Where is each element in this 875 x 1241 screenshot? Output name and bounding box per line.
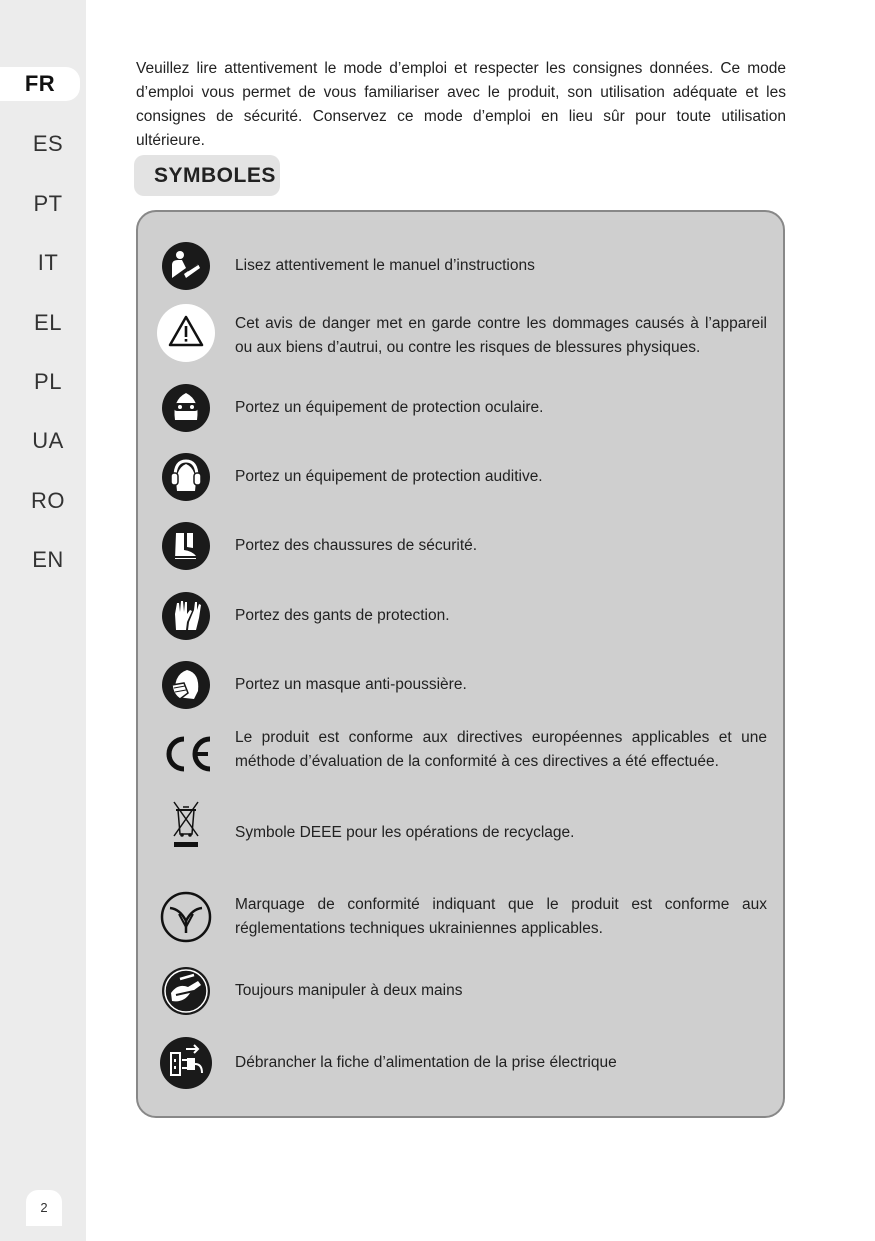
lang-tab-ua[interactable]: UA	[32, 428, 64, 453]
symbols-panel	[136, 210, 785, 1118]
gloves-icon	[158, 588, 214, 644]
lang-tab-ro[interactable]: RO	[31, 488, 65, 513]
warning-triangle-icon	[156, 303, 216, 363]
unplug-icon	[158, 1035, 214, 1091]
intro-paragraph: Veuillez lire attentivement le mode d’emploi et respecter les consignes données. Ce mode d’emploi vous permet de vous familiariser avec le produit, son utilisation adéquate et les consignes de sécurité. Conservez ce mode d’emploi en lieu sûr pour toute utilisation ultérieure.	[136, 60, 786, 149]
symbol-text: Symbole DEEE pour les opérations de recyclage.	[235, 824, 575, 841]
ukrca-mark-icon	[158, 889, 214, 945]
eye-protection-icon	[158, 380, 214, 436]
symbol-text: Portez un masque anti-poussière.	[235, 676, 467, 693]
dust-mask-icon	[158, 657, 214, 713]
ce-mark-icon	[158, 726, 214, 782]
symbol-text: Le produit est conforme aux directives européennes applicables et une méthode d’évaluation de la conformité à ces directives a été effectuée.	[235, 729, 767, 770]
symbol-text: Portez un équipement de protection auditive.	[235, 468, 543, 485]
symbol-text: Toujours manipuler à deux mains	[235, 982, 463, 999]
lang-tab-el[interactable]: EL	[34, 310, 62, 335]
symbol-text: Débrancher la fiche d’alimentation de la prise électrique	[235, 1054, 617, 1071]
page-number: 2	[26, 1190, 62, 1226]
symbol-text: Portez un équipement de protection oculaire.	[235, 399, 544, 416]
symbol-text: Cet avis de danger met en garde contre les dommages causés à l’appareil ou aux biens d’autrui, ou contre les risques de blessures physiques.	[235, 315, 767, 356]
symbol-text: Marquage de conformité indiquant que le produit est conforme aux réglementations techniques ukrainiennes applicables.	[235, 896, 767, 937]
symbol-text: Portez des gants de protection.	[235, 607, 450, 624]
safety-boots-icon	[158, 518, 214, 574]
symbol-text: Portez des chaussures de sécurité.	[235, 537, 478, 554]
symbol-text: Lisez attentivement le manuel d’instructions	[235, 257, 535, 274]
language-sidebar	[0, 0, 86, 1241]
lang-tab-es[interactable]: ES	[32, 131, 64, 156]
section-title: SYMBOLES	[134, 155, 280, 196]
two-hands-icon	[158, 963, 214, 1019]
weee-bin-icon	[158, 796, 214, 856]
lang-tab-en[interactable]: EN	[32, 547, 64, 572]
lang-tab-pl[interactable]: PL	[34, 369, 62, 394]
read-manual-icon	[158, 238, 214, 294]
lang-tab-it[interactable]: IT	[37, 250, 59, 275]
ear-protection-icon	[158, 449, 214, 505]
lang-tab-fr[interactable]: FR	[0, 67, 80, 101]
lang-tab-pt[interactable]: PT	[33, 191, 63, 216]
